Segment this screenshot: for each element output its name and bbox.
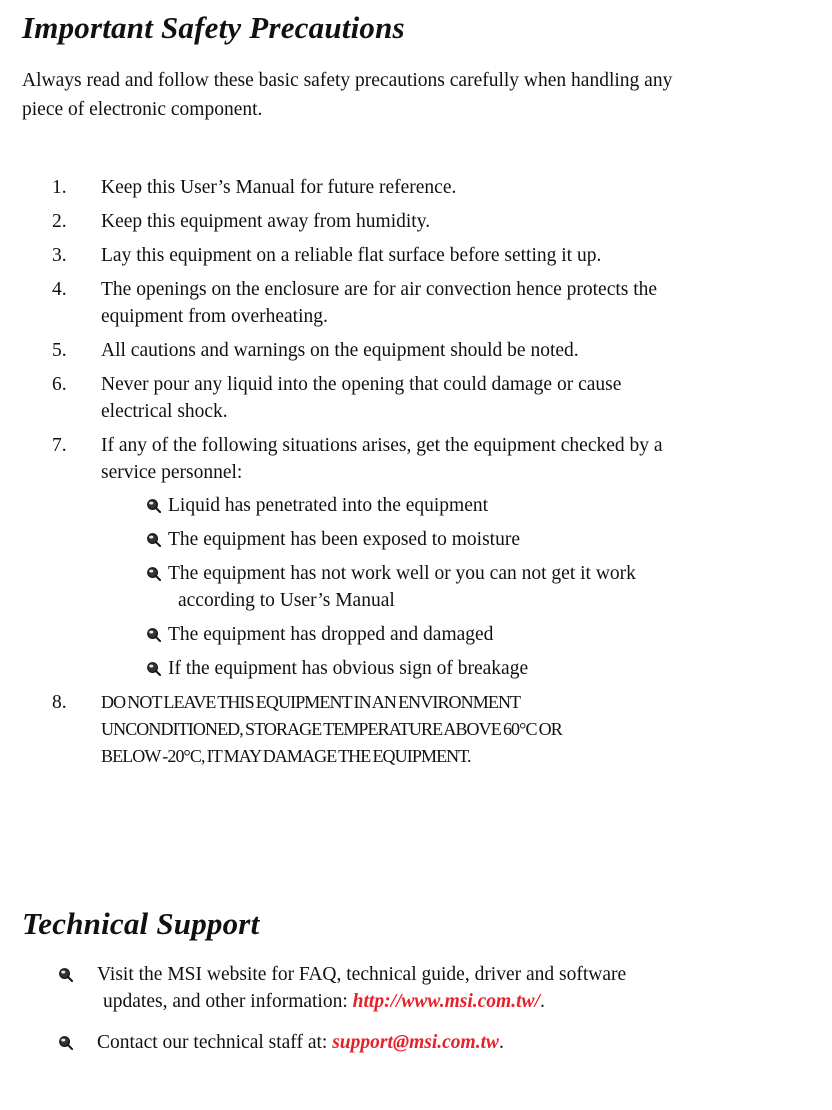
precaution-item [0,174,832,201]
item-text: All cautions and warnings on the equipment should be noted. [101,340,579,361]
item-text: Never pour any liquid into the opening that could damage or cause [101,374,622,395]
situation-item [146,621,832,648]
support-email-link[interactable]: support@msi.com.tw [332,1032,500,1053]
safety-precautions-title: Important Safety Precautions [22,10,405,45]
item-text: electrical shock. [101,401,228,422]
magnifier-bullet-icon [58,1035,73,1050]
precaution-item [0,689,832,770]
magnifier-bullet-icon [146,532,161,547]
support-text: Contact our technical staff at: [97,1032,333,1053]
precaution-item [0,432,832,682]
support-text: Visit the MSI website for FAQ, technical guide, driver and software [97,964,627,985]
precaution-item [0,276,832,330]
situation-text: The equipment has not work well or you can not get it work [168,563,636,584]
safety-intro [22,66,832,124]
item-number: 5. [52,340,67,361]
situation-text: The equipment has been exposed to moisture [168,529,520,550]
item-text: The openings on the enclosure are for air convection hence protects the [101,279,658,300]
support-text-line [97,988,832,1015]
safety-intro-line: Always read and follow these basic safety precautions carefully when handling any [22,70,673,91]
magnifier-bullet-icon [146,498,161,513]
situation-text: The equipment has dropped and damaged [168,624,494,645]
situation-item [146,526,832,553]
item-text: Lay this equipment on a reliable flat surface before setting it up. [101,245,602,266]
support-text: updates, and other information: [103,991,353,1012]
item-number: 1. [52,177,67,198]
item-text: Keep this User’s Manual for future reference. [101,177,457,198]
item-text: service personnel: [101,462,243,483]
item-text: BELOW -20°C, IT MAY DAMAGE THE EQUIPMENT. [101,746,471,766]
magnifier-bullet-icon [146,661,161,676]
situation-text: Liquid has penetrated into the equipment [168,495,489,516]
situation-text: according to User’s Manual [178,590,395,611]
item-text: equipment from overheating. [101,306,328,327]
precaution-item [0,208,832,235]
support-item [0,961,832,1015]
magnifier-bullet-icon [146,627,161,642]
technical-support-title: Technical Support [22,906,260,941]
precaution-item [0,337,832,364]
situation-item [146,655,832,682]
situations-list [101,492,832,682]
precaution-item [0,371,832,425]
situation-text: If the equipment has obvious sign of breakage [168,658,529,679]
support-list [0,961,832,1070]
situation-item [146,560,832,614]
precaution-item [0,242,832,269]
item-number: 3. [52,245,67,266]
support-item [0,1029,832,1056]
support-text: . [539,991,545,1012]
item-text: Keep this equipment away from humidity. [101,211,431,232]
situation-item [146,492,832,519]
item-number: 8. [52,692,67,713]
item-number: 6. [52,374,67,395]
support-text-line [97,1029,832,1056]
item-number: 2. [52,211,67,232]
safety-intro-line: piece of electronic component. [22,99,263,120]
item-text: UNCONDITIONED, STORAGE TEMPERATURE ABOVE 60°C OR [101,719,562,739]
item-number: 4. [52,279,67,300]
magnifier-bullet-icon [58,967,73,982]
magnifier-bullet-icon [146,566,161,581]
item-number: 7. [52,435,67,456]
item-text: If any of the following situations arises, get the equipment checked by a [101,435,663,456]
item-text: DO NOT LEAVE THIS EQUIPMENT IN AN ENVIRONMENT [101,692,521,712]
msi-website-link[interactable]: http://www.msi.com.tw/ [352,991,540,1012]
precautions-list [0,174,832,777]
support-text: . [499,1032,504,1053]
